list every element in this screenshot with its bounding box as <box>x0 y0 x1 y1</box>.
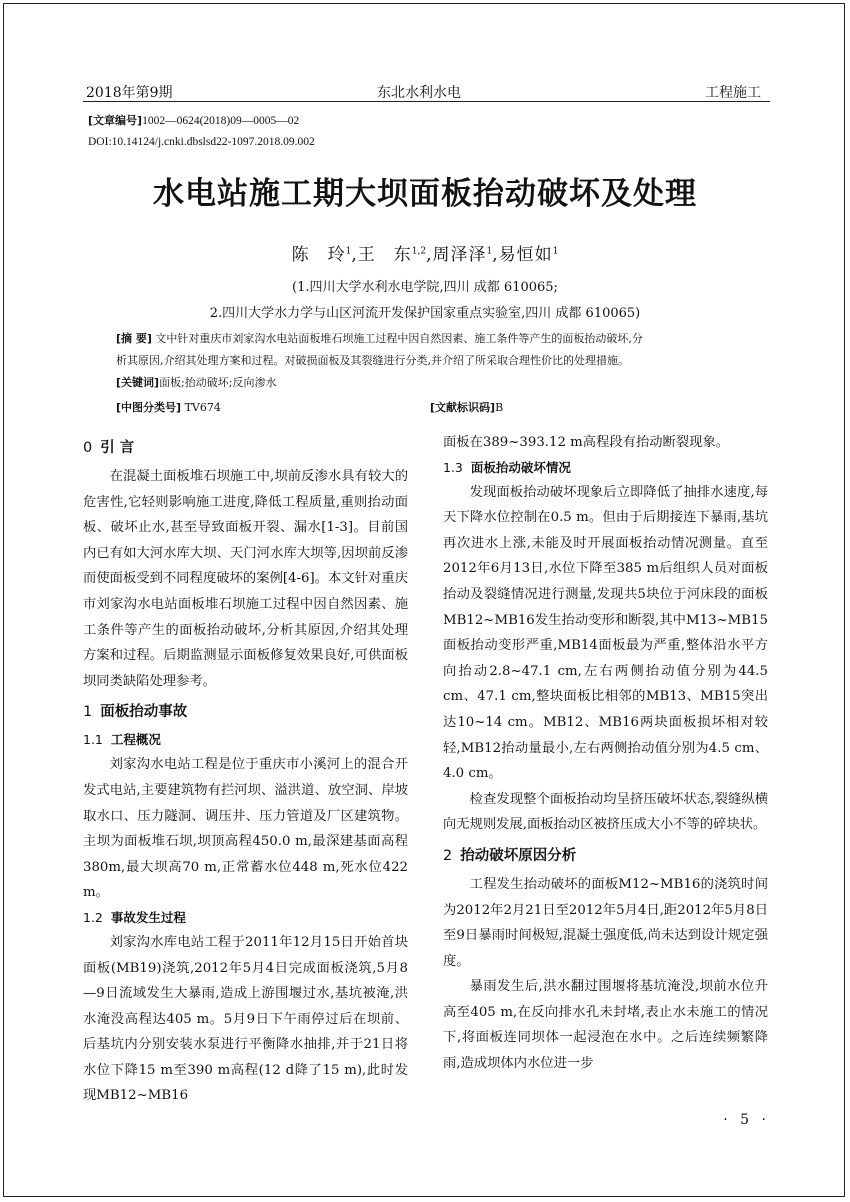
keywords-label: [关键词] <box>116 376 160 389</box>
author: 易恒如 <box>498 245 553 265</box>
paragraph: 工程发生抬动破坏的面板M12~MB16的浇筑时间为2012年2月21日至2012年5月4日,距2012年5月8日至9日暴雨时间极短,混凝土强度低,尚未达到设计规定强度。 <box>443 876 768 969</box>
issue-label: 2018年第9期 <box>86 85 173 101</box>
abstract <box>116 328 756 394</box>
classification-label: [中图分类号] <box>116 401 182 414</box>
document-code-label: [文献标识码] <box>430 401 496 414</box>
abstract-text-continued: 析其原因,介绍其处理方案和过程。对破损面板及其裂缝进行分类,并介绍了所采取合理性价比的处理措施。 <box>116 354 629 367</box>
subsection-heading: 1.3 面板抬动破坏情况 <box>443 459 571 475</box>
journal-name: 东北水利水电 <box>377 85 461 101</box>
article-number <box>88 112 299 128</box>
header-rule <box>83 101 770 102</box>
section-label: 工程施工 <box>705 85 761 101</box>
author: 陈 玲 <box>291 245 346 265</box>
document-code-value: B <box>495 401 504 414</box>
classification <box>116 397 221 419</box>
paragraph: 面板在389~393.12 m高程段有抬动断裂现象。 <box>443 435 730 450</box>
article-number-value: 1002—0624(2018)09—0005—02 <box>142 115 300 127</box>
author: 王 东 <box>357 245 412 265</box>
keywords-text: 面板;抬动破坏;反向渗水 <box>159 376 277 389</box>
author-list: 陈 玲$^1$,王 东$^{1,2}$,周泽泽$^1$,易恒如$^1$ <box>291 245 559 265</box>
document-code <box>430 397 503 419</box>
page-number: · 5 · <box>723 1112 770 1128</box>
paragraph: 刘家沟水电站工程是位于重庆市小溪河上的混合开发式电站,主要建筑物有拦河坝、溢洪道、放空洞、岸坡取水口、压力隧洞、调压井、压力管道及厂区建筑物。主坝为面板堆石坝,坝顶高程450.0 m,最深建基面高程380m,最大坝高70 m,正常蓄水位448 m,死水位422 m。 <box>83 757 408 901</box>
abstract-label: [摘 要] <box>116 332 152 345</box>
paragraph: 暴雨发生后,洪水翻过围堰将基坑淹没,坝前水位升高至405 m,在反向排水孔未封堵,表止水未施工的情况下,将面板连同坝体一起浸泡在水中。之后连续频繁降雨,造成坝体内水位进一步 <box>443 979 768 1072</box>
author-affil-mark: 1 <box>486 246 493 257</box>
right-column <box>443 430 768 1077</box>
paragraph: 检查发现整个面板抬动均呈挤压破坏状态,裂缝纵横向无规则发展,面板抬动区被挤压成大小不等的碎块状。 <box>443 791 768 833</box>
section-heading: 2 抬动破坏原因分析 <box>443 847 577 864</box>
author-affil-mark: 1,2 <box>411 246 427 257</box>
paragraph: 刘家沟水库电站工程于2011年12月15日开始首块面板(MB19)浇筑,2012年5月4日完成面板浇筑,5月8—9日流域发生大暴雨,造成上游围堰过水,基坑被淹,洪水淹没高程达405 m。5月9日下午雨停过后在坝前、后基坑内分别安装水泵进行平衡降水抽排,并于21日将水位下降15 m至390 m高程(12 d降了15 m),此时发现MB12~MB16 <box>83 934 408 1104</box>
section-heading: 1 面板抬动事故 <box>83 704 188 721</box>
subsection-heading: 1.2 事故发生过程 <box>83 909 186 925</box>
author-affil-mark: 1 <box>345 246 352 257</box>
abstract-text: 文中针对重庆市刘家沟水电站面板堆石坝施工过程中因自然因素、施工条件等产生的面板抬动破坏,分 <box>155 332 643 345</box>
section-heading: 0 引 言 <box>83 440 135 456</box>
affiliation-2: 2.四川大学水力学与山区河流开发保护国家重点实验室,四川 成都 610065) <box>209 306 641 321</box>
paragraph: 在混凝土面板堆石坝施工中,坝前反渗水具有较大的危害性,它轻则影响施工进度,降低工程质量,重则抬动面板、破坏止水,甚至导致面板开裂、漏水[1-3]。目前国内已有如大河水库大坝、天门河水库大坝等,因坝前反渗而使面板受到不同程度破坏的案例[4-6]。本文针对重庆市刘家沟水电站面板堆石坝施工过程中因自然因素、施工条件等产生的面板抬动破坏,分析其原因,介绍其处理方案和过程。后期监测显示面板修复效果良好,可供面板坝同类缺陷处理参考。 <box>83 469 408 689</box>
affiliation-1: (1.四川大学水利水电学院,四川 成都 610065; <box>292 280 558 295</box>
author-affil-mark: 1 <box>552 246 559 257</box>
paragraph: 发现面板抬动破坏现象后立即降低了抽排水速度,每天下降水位控制在0.5 m。但由于后期接连下暴雨,基坑再次进水上涨,未能及时开展面板抬动情况测量。直至2012年6月13日,水位下降至385 m后组织人员对面板抬动及裂缝情况进行测量,发现共5块位于河床段的面板MB12~MB16发生抬动变形和断裂,其中M13~MB15面板抬动变形严重,MB14面板最为严重,整体沿水平方向抬动2.8~47.1 cm,左右两侧抬动值分别为44.5 cm、47.1 cm,整块面板比相邻的MB13、MB15突出达10~14 cm。MB12、MB16两块面板损坏相对较轻,MB12抬动量最小,左右两侧抬动值分别为4.5 cm、4.0 cm。 <box>443 484 768 782</box>
left-column <box>83 430 408 1109</box>
classification-value: TV674 <box>184 401 221 414</box>
doi: DOI:10.14124/j.cnki.dbslsd22-1097.2018.09.002 <box>88 136 315 148</box>
paper-title: 水电站施工期大坝面板抬动破坏及处理 <box>153 176 697 212</box>
article-number-label: [文章编号] <box>88 114 143 127</box>
author: 周泽泽 <box>432 245 487 265</box>
subsection-heading: 1.1 工程概况 <box>83 732 161 748</box>
